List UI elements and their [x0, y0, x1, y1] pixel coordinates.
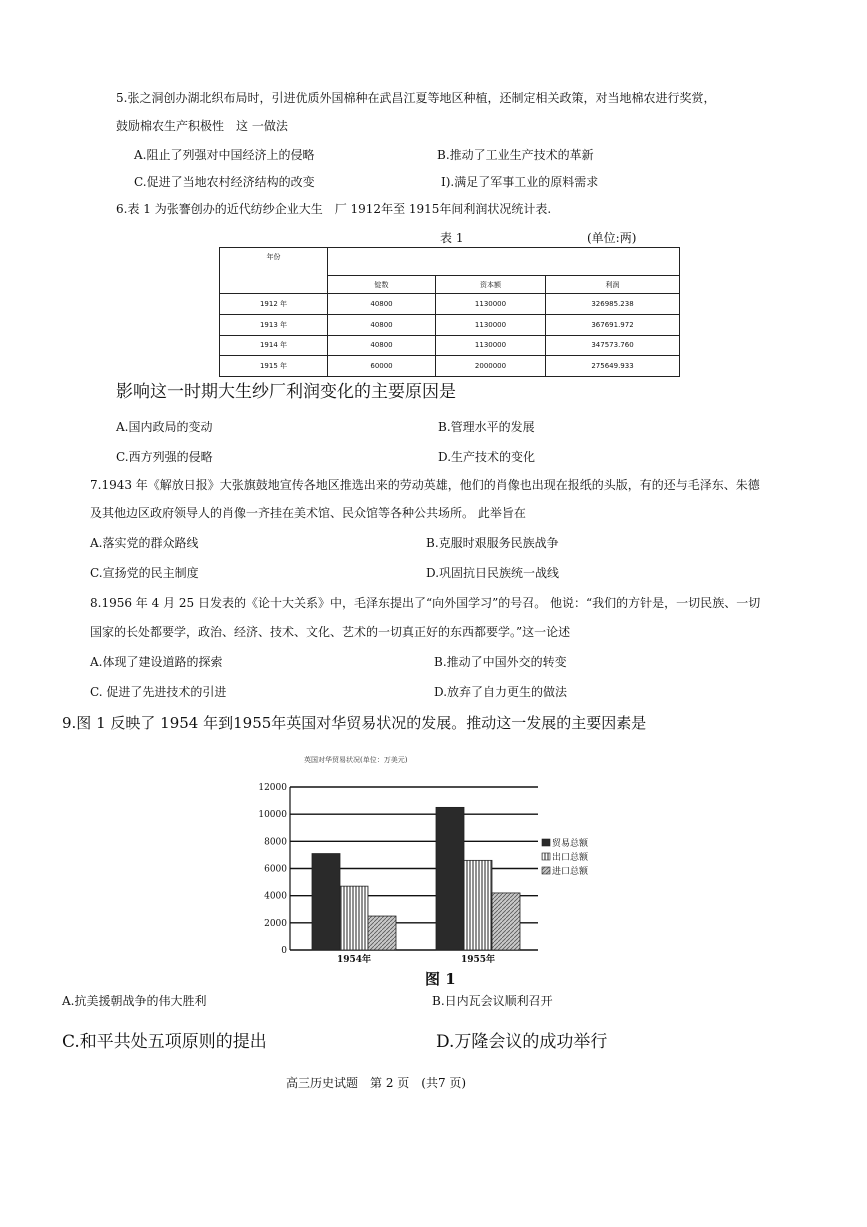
table-cell: 1915 年 — [220, 356, 328, 377]
table-unit: (单位:两) — [587, 231, 637, 245]
q5-option-a: A.阻止了列强对中国经济上的侵略 — [134, 148, 315, 162]
y-tick-label: 8000 — [264, 837, 287, 848]
table-row — [220, 314, 680, 335]
y-tick-label: 2000 — [264, 918, 287, 929]
q9-option-a: A.抗美援朝战争的伟大胜利 — [62, 994, 207, 1008]
q7-stem-line2: 及其他边区政府领导人的肖像一齐挂在美术馆、民众馆等各种公共场所。 此举旨在 — [90, 506, 526, 520]
bar-0-2 — [368, 916, 396, 950]
table-cell: 40800 — [328, 314, 436, 335]
q6-option-b: B.管理水平的发展 — [438, 420, 535, 434]
table-cell: 40800 — [328, 294, 436, 315]
table-cell: 1914 年 — [220, 335, 328, 356]
bar-1-0 — [436, 807, 464, 950]
q8-stem-line2: 国家的长处都要学，政治、经济、技术、文化、艺术的一切真正好的东西都要学。”这一论述 — [90, 625, 571, 639]
legend-label: 进口总额 — [552, 867, 589, 877]
q5-option-c: C.促进了当地农村经济结构的改变 — [134, 175, 315, 189]
legend-swatch — [542, 867, 550, 874]
y-tick-label: 0 — [281, 946, 287, 956]
q7-option-a: A.落实党的群众路线 — [90, 536, 199, 550]
bar-0-1 — [340, 886, 368, 950]
q6-option-d: D.生产技术的变化 — [438, 450, 536, 464]
q9-option-c: C.和平共处五项原则的提出 — [62, 1032, 267, 1052]
chart-title: 英国对华贸易状况(单位：万美元) — [304, 756, 408, 764]
table-cell: 367691.972 — [546, 314, 680, 335]
table-header-spindles: 锭数 — [328, 276, 436, 294]
chart-y-axis — [258, 783, 290, 956]
q9-stem: 9.图 1 反映了 1954 年到1955年英国对华贸易状况的发展。推动这一发展的主要因素是 — [62, 714, 647, 732]
q6-stem: 6.表 1 为张謇创办的近代纺纱企业大生 厂 1912年至 1915年间利润状况统计表. — [116, 202, 552, 216]
table-cell: 1912 年 — [220, 294, 328, 315]
table-header-profit: 利润 — [546, 276, 680, 294]
table-cell: 40800 — [328, 335, 436, 356]
table-cell: 1130000 — [436, 314, 546, 335]
y-tick-label: 12000 — [258, 783, 287, 793]
table-row — [220, 294, 680, 315]
legend-swatch — [542, 853, 550, 860]
figure-caption: 图 1 — [425, 970, 456, 988]
chart-x-axis — [337, 953, 495, 965]
legend-swatch — [542, 839, 550, 846]
bar-1-2 — [492, 893, 520, 950]
q5-stem-line2: 鼓励棉农生产积极性 这 一做法 — [116, 119, 288, 133]
table-cell: 326985.238 — [546, 294, 680, 315]
table-caption: 表 1 — [440, 231, 464, 245]
table-cell: 275649.933 — [546, 356, 680, 377]
table-header-spacer — [328, 248, 680, 276]
q8-stem-line1: 8.1956 年 4 月 25 日发表的《论十大关系》中，毛泽东提出了“向外国学习”的号召。 他说：“我们的方针是，一切民族、一切 — [90, 596, 761, 610]
q7-option-b: B.克服时艰服务民族战争 — [426, 536, 559, 550]
bar-1-1 — [464, 860, 492, 950]
q7-stem-line1: 7.1943 年《解放日报》大张旗鼓地宣传各地区推选出来的劳动英雄，他们的肖像也出现在报纸的头版，有的还与毛泽东、朱德 — [90, 478, 760, 492]
table-cell: 60000 — [328, 356, 436, 377]
q8-option-c: C. 促进了先进技术的引进 — [90, 685, 227, 699]
table-cell: 1130000 — [436, 294, 546, 315]
q7-option-d: D.巩固抗日民族统一战线 — [426, 566, 560, 580]
bar-0-0 — [312, 854, 340, 950]
table-row — [220, 335, 680, 356]
page-footer: 高三历史试题 第 2 页 (共7 页) — [286, 1076, 467, 1090]
table-cell: 1913 年 — [220, 314, 328, 335]
q8-option-b: B.推动了中国外交的转变 — [434, 655, 567, 669]
y-tick-label: 4000 — [264, 891, 287, 902]
legend-label: 贸易总额 — [552, 839, 589, 849]
chart-legend — [542, 837, 589, 877]
table-header-capital: 资本额 — [436, 276, 546, 294]
q5-option-d: I).满足了军事工业的原料需求 — [441, 175, 599, 189]
x-tick-label: 1954年 — [336, 955, 372, 965]
x-tick-label: 1955年 — [460, 955, 496, 965]
q9-option-b: B.日内瓦会议顺利召开 — [432, 994, 553, 1008]
q9-option-d: D.万隆会议的成功举行 — [436, 1032, 608, 1052]
q7-option-c: C.宣扬党的民主制度 — [90, 566, 199, 580]
q6-option-a: A.国内政局的变动 — [116, 420, 213, 434]
q8-option-a: A.体现了建设道路的探索 — [90, 655, 223, 669]
trade-bar-chart — [250, 750, 610, 965]
y-tick-label: 10000 — [258, 810, 287, 821]
table-cell: 2000000 — [436, 356, 546, 377]
q5-stem-line1: 5.张之洞创办湖北织布局时，引进优质外国棉种在武昌江夏等地区种植，还制定相关政策，对当地棉农进行奖赏， — [116, 91, 716, 105]
q8-option-d: D.放弃了自力更生的做法 — [434, 685, 568, 699]
table-row — [220, 356, 680, 377]
y-tick-label: 6000 — [264, 864, 287, 875]
legend-label: 出口总额 — [552, 853, 589, 863]
table-header-year: 年份 — [220, 248, 328, 294]
chart-bars — [312, 807, 520, 950]
table-cell: 1130000 — [436, 335, 546, 356]
q6-question: 影响这一时期大生纱厂利润变化的主要原因是 — [116, 382, 456, 402]
table-cell: 347573.760 — [546, 335, 680, 356]
profit-table — [219, 247, 680, 377]
q6-option-c: C.西方列强的侵略 — [116, 450, 213, 464]
q5-option-b: B.推动了工业生产技术的革新 — [437, 148, 594, 162]
